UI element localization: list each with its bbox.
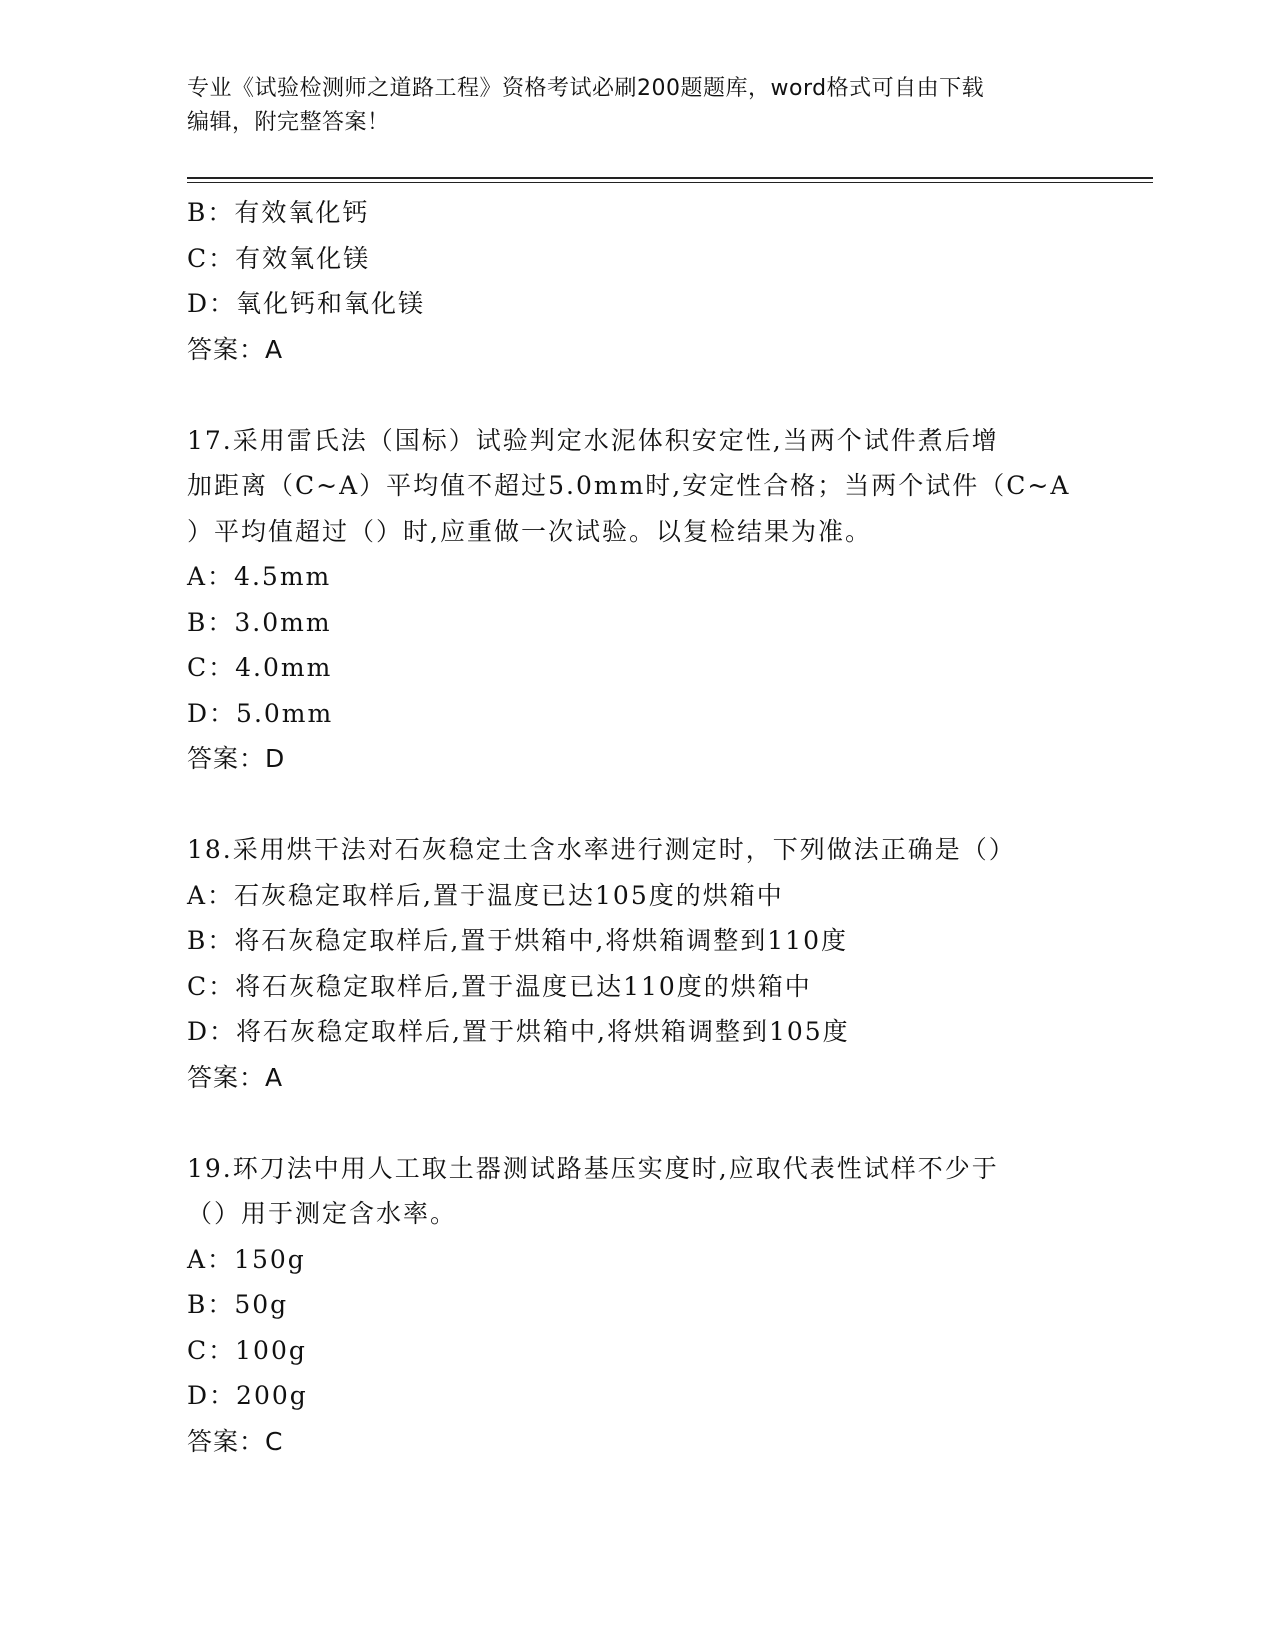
question-stem-line: 17.采用雷氏法（国标）试验判定水泥体积安定性,当两个试件煮后增 <box>187 425 999 455</box>
question-18 <box>187 827 1087 1100</box>
option-d: D：200g <box>187 1381 308 1410</box>
question-stem-line: 加距离（C~A）平均值不超过5.0mm时,安定性合格；当两个试件（C~A <box>187 471 1071 500</box>
option-b: B：3.0mm <box>187 607 332 637</box>
question-19 <box>187 1146 1087 1465</box>
answer-line: 答案：D <box>187 744 286 773</box>
header-divider-thin <box>187 182 1153 183</box>
answer-line: 答案：A <box>187 1062 284 1092</box>
question-stem-line: 18.采用烘干法对石灰稳定土含水率进行测定时，下列做法正确是（） <box>187 835 1016 864</box>
option-d: D：5.0mm <box>187 698 334 728</box>
answer-line: 答案：C <box>187 1426 284 1456</box>
document-header <box>187 72 1087 140</box>
option-c: C：将石灰稳定取样后,置于温度已达110度的烘箱中 <box>187 971 812 1001</box>
option-b: B：50g <box>187 1290 289 1319</box>
option-d: D：氧化钙和氧化镁 <box>187 289 426 318</box>
spacer <box>187 1100 1087 1146</box>
header-line-2: 编辑，附完整答案！ <box>187 110 390 135</box>
option-b: B：有效氧化钙 <box>187 198 370 227</box>
header-divider-thick <box>187 177 1153 179</box>
question-16 <box>187 190 1087 372</box>
question-stem-line: ）平均值超过（）时,应重做一次试验。以复检结果为准。 <box>187 516 872 546</box>
question-list <box>187 190 1087 1464</box>
option-d: D：将石灰稳定取样后,置于烘箱中,将烘箱调整到105度 <box>187 1017 850 1046</box>
answer-line: 答案：A <box>187 334 284 364</box>
question-17 <box>187 418 1087 782</box>
option-a: A：150g <box>187 1244 306 1274</box>
spacer <box>187 782 1087 828</box>
question-stem-line: （）用于测定含水率。 <box>187 1199 458 1228</box>
spacer <box>187 372 1087 418</box>
option-c: C：4.0mm <box>187 653 333 682</box>
option-c: C：有效氧化镁 <box>187 243 371 273</box>
question-stem-line: 19.环刀法中用人工取土器测试路基压实度时,应取代表性试样不少于 <box>187 1153 999 1183</box>
option-c: C：100g <box>187 1335 307 1365</box>
option-b: B：将石灰稳定取样后,置于烘箱中,将烘箱调整到110度 <box>187 926 848 955</box>
option-a: A：4.5mm <box>187 562 332 591</box>
header-line-1: 专业《试验检测师之道路工程》资格考试必刷200题题库，word格式可自由下载 <box>187 76 985 101</box>
option-a: A：石灰稳定取样后,置于温度已达105度的烘箱中 <box>187 880 784 910</box>
